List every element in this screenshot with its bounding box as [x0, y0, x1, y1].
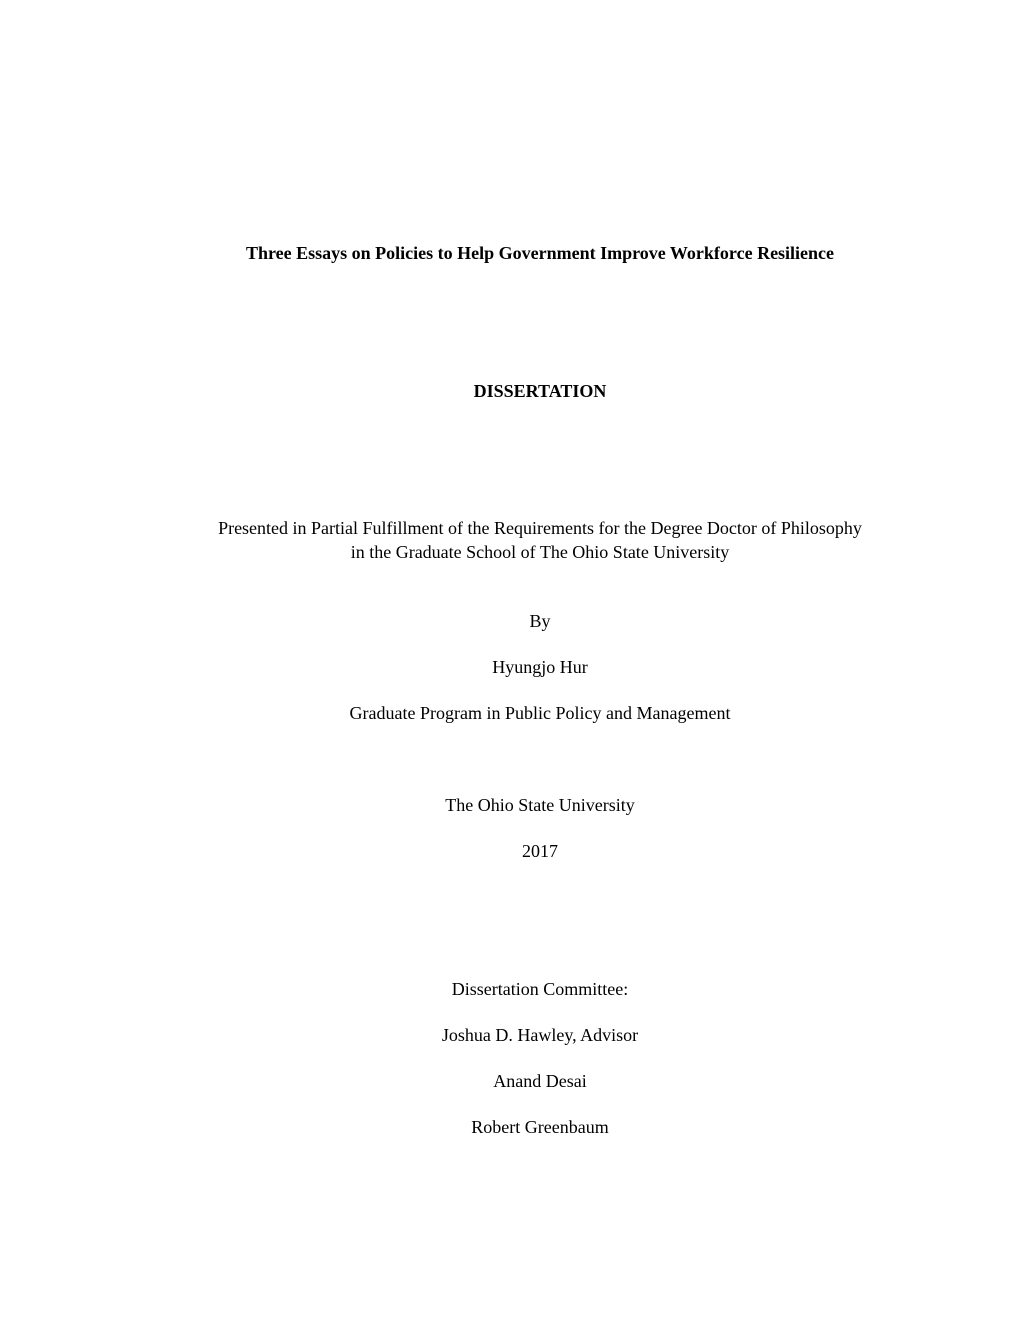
document-type: DISSERTATION	[473, 381, 607, 401]
presented-line-1: Presented in Partial Fulfillment of the Requirements for the Degree Doctor of Philosophy	[218, 518, 862, 538]
dissertation-title: Three Essays on Policies to Help Government Improve Workforce Resilience	[245, 243, 835, 263]
presented-line-2: in the Graduate School of The Ohio State University	[350, 542, 730, 562]
university-name: The Ohio State University	[445, 795, 635, 815]
graduate-program: Graduate Program in Public Policy and Management	[349, 703, 731, 723]
by-label: By	[529, 611, 551, 631]
committee-member-advisor: Joshua D. Hawley, Advisor	[441, 1025, 639, 1045]
committee-member: Robert Greenbaum	[471, 1117, 609, 1137]
author-name: Hyungjo Hur	[492, 657, 588, 677]
committee-member: Anand Desai	[493, 1071, 587, 1091]
year: 2017	[522, 841, 558, 861]
committee-heading: Dissertation Committee:	[451, 979, 629, 999]
